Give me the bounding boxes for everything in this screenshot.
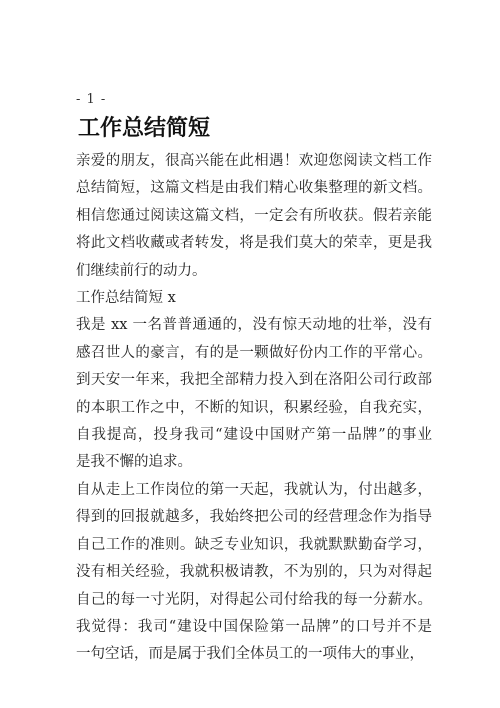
text-line: 相信您通过阅读这篇文档，一定会有所收获。假若亲能 [76, 207, 432, 224]
text-line: 感召世人的豪言，有的是一颗做好份内工作的平常心。 [76, 344, 432, 361]
text-line: 得到的回报就越多，我始终把公司的经营理念作为指导 [76, 509, 432, 526]
text-line: 我觉得：我司“建设中国保险第一品牌”的口号并不是 [76, 618, 432, 635]
text-line: 的本职工作之中，不断的知识，积累经验，自我充实， [76, 399, 432, 416]
text-line: 是我不懈的追求。 [76, 454, 192, 471]
text-line: 总结简短，这篇文档是由我们精心收集整理的新文档。 [76, 180, 432, 197]
paragraph [76, 285, 432, 312]
paragraph [76, 148, 432, 285]
text-line: 工作总结简短 x [76, 290, 176, 307]
text-line: 自己工作的准则。缺乏专业知识，我就默默勤奋学习， [76, 536, 432, 553]
text-line: 到天安一年来，我把全部精力投入到在洛阳公司行政部 [76, 372, 432, 389]
text-line: 将此文档收藏或者转发，将是我们莫大的荣幸，更是我 [76, 235, 432, 252]
page-number: - 1 - [76, 92, 107, 107]
text-line: 们继续前行的动力。 [76, 262, 207, 279]
text-line: 自从走上工作岗位的第一天起，我就认为，付出越多， [76, 481, 432, 498]
text-line: 我是 xx 一名普普通通的，没有惊天动地的壮举，没有 [76, 317, 432, 334]
text-line: 自我提高，投身我司“建设中国财产第一品牌”的事业 [76, 427, 432, 444]
document-title: 工作总结简短 [78, 116, 211, 141]
text-line: 亲爱的朋友，很高兴能在此相遇！欢迎您阅读文档工作 [76, 153, 432, 169]
text-line: 没有相关经验，我就积极请教，不为别的，只为对得起 [76, 564, 432, 581]
text-line: 自己的每一寸光阴，对得起公司付给我的每一分薪水。 [76, 591, 432, 608]
text-line: 一句空话，而是属于我们全体员工的一项伟大的事业， [76, 646, 424, 663]
paragraph [76, 312, 432, 476]
paragraph [76, 477, 432, 669]
document-body [76, 148, 432, 669]
